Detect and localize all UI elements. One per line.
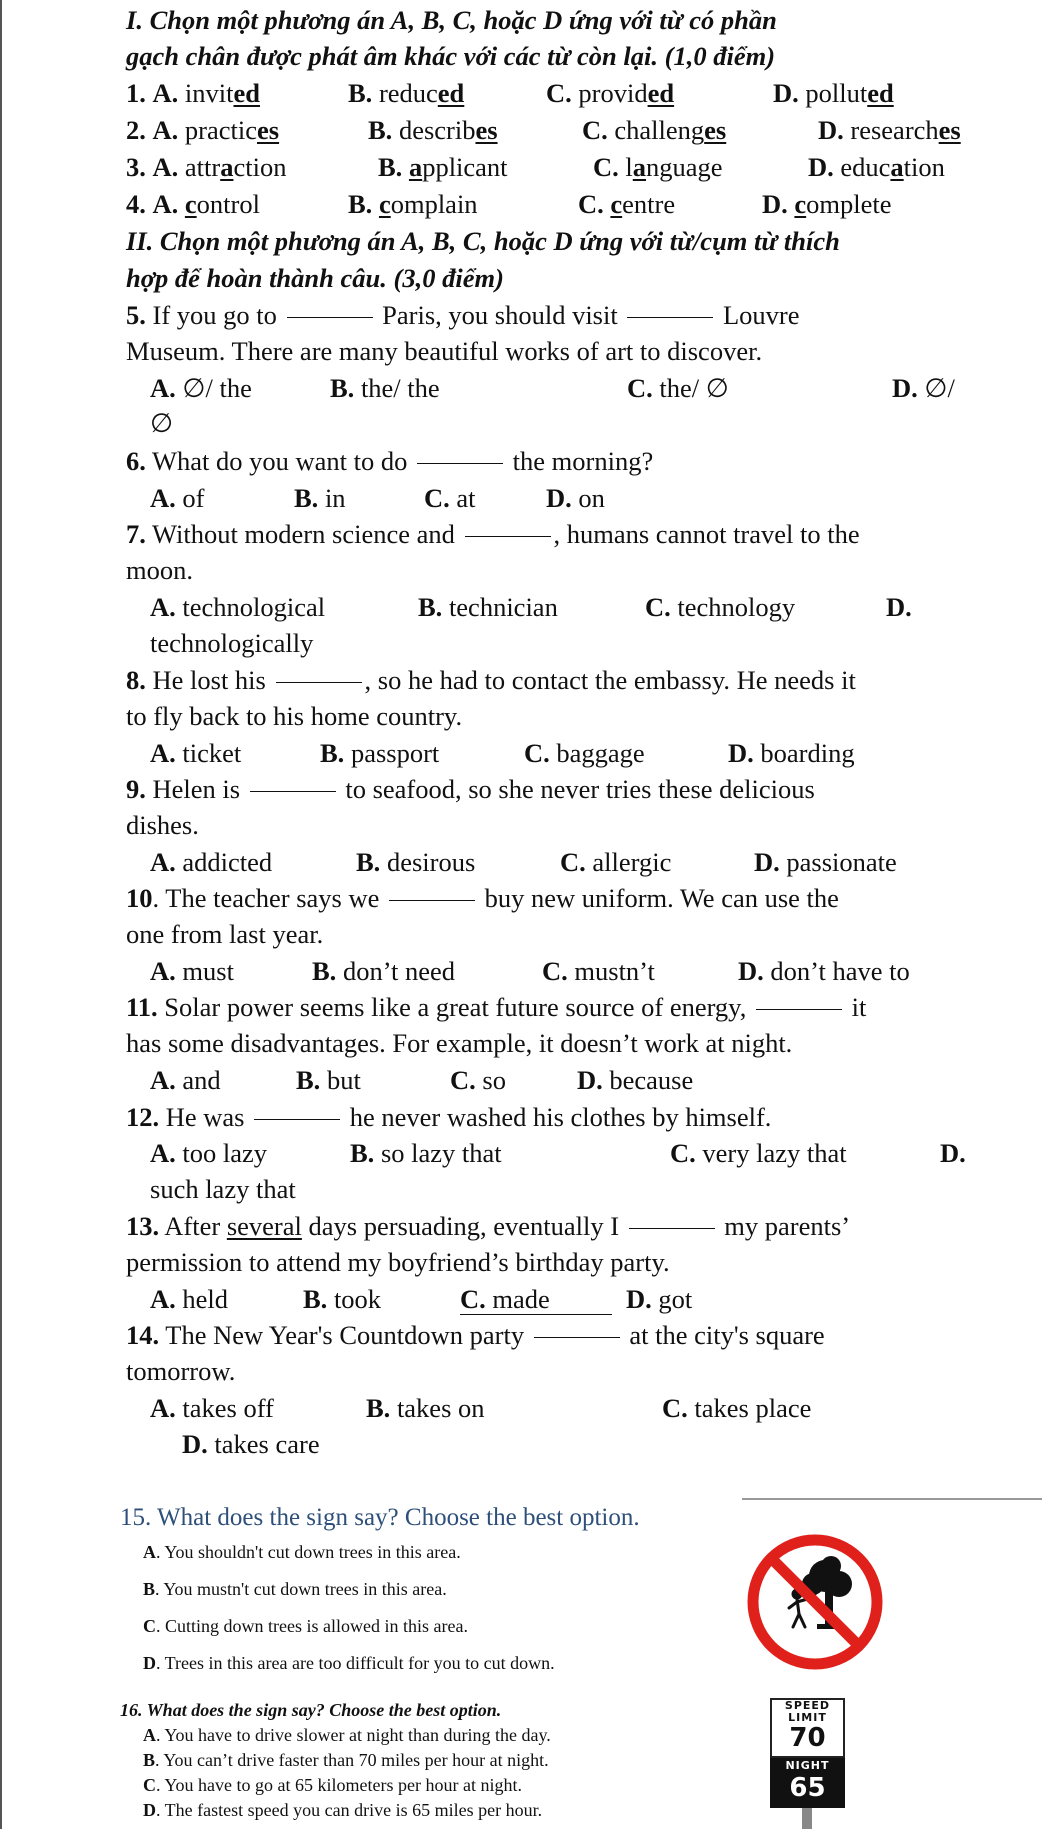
- answer-blank: [287, 316, 373, 318]
- q7-option-c: C. technology: [645, 592, 796, 622]
- q1-row: 1. A. invited: [126, 78, 260, 108]
- speed-label: SPEED: [784, 1699, 831, 1712]
- speed-limit-day-panel: [770, 1698, 845, 1758]
- night-label: NIGHT: [785, 1759, 830, 1772]
- q14-stem-line2: tomorrow.: [126, 1356, 236, 1386]
- q6-option-a: A. of: [150, 483, 205, 513]
- q7-option-d: D.: [886, 592, 912, 622]
- q9-option-d: D. passionate: [754, 847, 897, 877]
- q4-option-b: B. complain: [348, 189, 478, 219]
- page-edge: [0, 0, 2, 1829]
- q10-stem: 10. The teacher says we buy new uniform. We can use the: [126, 883, 839, 913]
- q1-option-c: C. provided: [546, 78, 675, 108]
- q2-option-c: C. challenges: [582, 115, 727, 145]
- q4-option-d: D. complete: [762, 189, 892, 219]
- q12-option-d-wrap: such lazy that: [150, 1174, 296, 1204]
- section-divider: [742, 1498, 1042, 1500]
- limit-label: LIMIT: [788, 1711, 827, 1724]
- q5-stem: 5. If you go to Paris, you should visit Louvre: [126, 300, 800, 330]
- q13-stem-line2: permission to attend my boyfriend’s birthday party.: [126, 1247, 670, 1277]
- speed-limit-night-panel: [770, 1758, 845, 1808]
- answer-blank: [389, 899, 475, 901]
- q12-stem: 12. He was he never washed his clothes by himself.: [126, 1102, 772, 1132]
- q7-stem-line2: moon.: [126, 555, 193, 585]
- q10-option-c: C. mustn’t: [542, 956, 655, 986]
- q5-option-b: B. the/ the: [330, 373, 440, 403]
- q3-row: 3. A. attraction: [126, 152, 287, 182]
- q12-option-b: B. so lazy that: [350, 1138, 502, 1168]
- q8-option-b: B. passport: [320, 738, 440, 768]
- q12-option-d: D.: [940, 1138, 966, 1168]
- q8-stem: 8. He lost his , so he had to contact the embassy. He needs it: [126, 665, 856, 695]
- part1-heading-line1: I. Chọn một phương án A, B, C, hoặc D ứng với từ có phần: [126, 5, 777, 35]
- sign-pole: [802, 1808, 812, 1829]
- q11-stem-line2: has some disadvantages. For example, it doesn’t work at night.: [126, 1028, 793, 1058]
- q14-option-b: B. takes on: [366, 1393, 485, 1423]
- answer-blank: [250, 790, 336, 792]
- answer-blank: [627, 316, 713, 318]
- night-speed-value: 65: [789, 1773, 826, 1803]
- q11-option-a: A. and: [150, 1065, 221, 1095]
- q13-stem: 13. After several days persuading, eventually I my parents’: [126, 1211, 851, 1241]
- no-tree-cutting-sign: [745, 1532, 885, 1672]
- q7-option-a: A. technological: [150, 592, 326, 622]
- answer-blank: [254, 1118, 340, 1120]
- q7-stem: 7. Without modern science and , humans cannot travel to the: [126, 519, 860, 549]
- q13-option-c: C. made: [460, 1281, 612, 1315]
- answer-blank: [465, 535, 551, 537]
- q12-option-a: A. too lazy: [150, 1138, 268, 1168]
- q10-option-b: B. don’t need: [312, 956, 456, 986]
- q16-option-d: D. The fastest speed you can drive is 65 miles per hour.: [143, 1800, 543, 1820]
- q5-option-c: C. the/ ∅: [627, 373, 729, 403]
- q8-stem-line2: to fly back to his home country.: [126, 701, 463, 731]
- answer-blank: [534, 1336, 620, 1338]
- q9-stem: 9. Helen is to seafood, so she never tries these delicious: [126, 774, 815, 804]
- q13-option-d: D. got: [626, 1284, 693, 1314]
- q6-option-b: B. in: [294, 483, 346, 513]
- q10-option-a: A. must: [150, 956, 234, 986]
- q2-row: 2. A. practices: [126, 115, 280, 145]
- q16-option-b: B. You can’t drive faster than 70 miles per hour at night.: [143, 1750, 549, 1770]
- answer-blank: [417, 462, 503, 464]
- q11-option-d: D. because: [577, 1065, 694, 1095]
- q9-option-b: B. desirous: [356, 847, 476, 877]
- q6-stem: 6. What do you want to do the morning?: [126, 446, 654, 476]
- q9-option-a: A. addicted: [150, 847, 273, 877]
- q10-stem-line2: one from last year.: [126, 919, 324, 949]
- q15-title: 15. What does the sign say? Choose the best option.: [120, 1504, 640, 1531]
- q16-title: 16. What does the sign say? Choose the best option.: [120, 1700, 502, 1720]
- q3-option-b: B. applicant: [378, 152, 508, 182]
- q4-option-c: C. centre: [578, 189, 676, 219]
- q15-option-a: A. You shouldn't cut down trees in this area.: [143, 1542, 461, 1562]
- speed-limit-sign: [770, 1698, 845, 1829]
- q11-stem: 11. Solar power seems like a great future source of energy, it: [126, 992, 867, 1022]
- q14-stem: 14. The New Year's Countdown party at the city's square: [126, 1320, 825, 1350]
- q12-option-c: C. very lazy that: [670, 1138, 847, 1168]
- q8-option-c: C. baggage: [524, 738, 645, 768]
- q14-option-a: A. takes off: [150, 1393, 274, 1423]
- answer-blank: [276, 681, 362, 683]
- q11-option-c: C. so: [450, 1065, 506, 1095]
- day-speed-value: 70: [789, 1723, 826, 1753]
- q13-option-a: A. held: [150, 1284, 229, 1314]
- q14-option-c: C. takes place: [662, 1393, 812, 1423]
- q11-option-b: B. but: [296, 1065, 361, 1095]
- q16-option-a: A. You have to drive slower at night than during the day.: [143, 1725, 551, 1745]
- q13-option-b: B. took: [303, 1284, 382, 1314]
- q7-option-d-wrap: technologically: [150, 628, 314, 658]
- q10-option-d: D. don’t have to: [738, 956, 910, 986]
- q5-stem-line2: Museum. There are many beautiful works of art to discover.: [126, 336, 763, 366]
- q5-option-a: A. ∅/ the: [150, 373, 252, 403]
- q8-option-a: A. ticket: [150, 738, 242, 768]
- q8-option-d: D. boarding: [728, 738, 855, 768]
- part1-heading-line2: gạch chân được phát âm khác với các từ còn lại. (1,0 điểm): [126, 41, 776, 71]
- part2-heading-line1: II. Chọn một phương án A, B, C, hoặc D ứng với từ/cụm từ thích: [126, 226, 840, 256]
- q1-option-d: D. polluted: [773, 78, 894, 108]
- part2-heading-line2: hợp để hoàn thành câu. (3,0 điểm): [126, 263, 504, 293]
- q5-option-d: D. ∅/: [892, 373, 955, 403]
- q9-stem-line2: dishes.: [126, 810, 199, 840]
- answer-blank: [629, 1227, 715, 1229]
- q16-option-c: C. You have to go at 65 kilometers per hour at night.: [143, 1775, 522, 1795]
- q15-option-b: B. You mustn't cut down trees in this area.: [143, 1579, 447, 1599]
- q2-option-b: B. describes: [368, 115, 498, 145]
- q3-option-c: C. language: [593, 152, 723, 182]
- answer-blank: [756, 1008, 842, 1010]
- q5-option-d-wrap: ∅: [150, 408, 174, 438]
- q6-option-c: C. at: [424, 483, 476, 513]
- q15-option-d: D. Trees in this area are too difficult for you to cut down.: [143, 1653, 555, 1673]
- q14-option-d: D. takes care: [182, 1429, 320, 1459]
- q4-row: 4. A. control: [126, 189, 260, 219]
- q15-option-c: C. Cutting down trees is allowed in this area.: [143, 1616, 468, 1636]
- q2-option-d: D. researches: [818, 115, 961, 145]
- q9-option-c: C. allergic: [560, 847, 672, 877]
- q3-option-d: D. education: [808, 152, 945, 182]
- q6-option-d: D. on: [546, 483, 605, 513]
- q1-option-b: B. reduced: [348, 78, 465, 108]
- q7-option-b: B. technician: [418, 592, 558, 622]
